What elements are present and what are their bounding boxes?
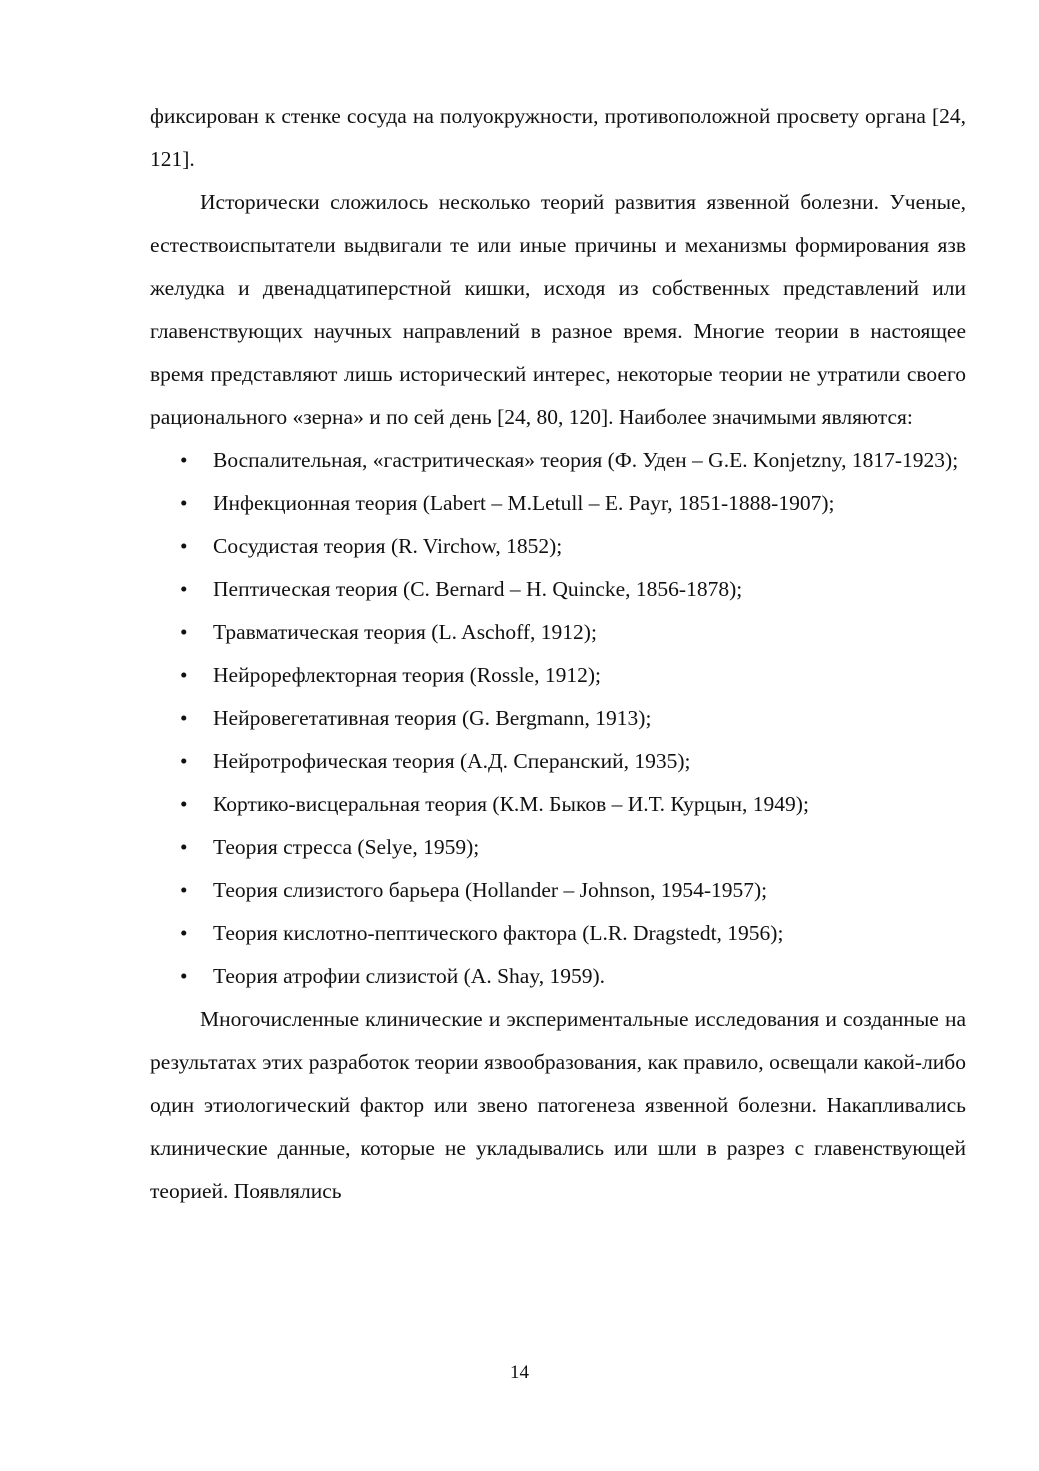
list-item-text: Воспалительная, «гастритическая» теория (Ф. Уден – G.E. Konjetzny, 1817-1923); — [213, 448, 959, 472]
list-item — [150, 439, 966, 482]
list-item-text: Кортико-висцеральная теория (К.М. Быков – И.Т. Курцын, 1949); — [213, 792, 809, 816]
page-body — [150, 95, 966, 1213]
bullet-icon: • — [180, 448, 188, 472]
bullet-icon: • — [180, 706, 188, 730]
list-item-text: Пептическая теория (C. Bernard – H. Quincke, 1856-1878); — [213, 577, 743, 601]
list-item — [150, 740, 966, 783]
bullet-icon: • — [180, 577, 188, 601]
list-item-text: Теория кислотно-пептического фактора (L.R. Dragstedt, 1956); — [213, 921, 784, 945]
bullet-icon: • — [180, 835, 188, 859]
bullet-icon: • — [180, 491, 188, 515]
list-item-text: Травматическая теория (L. Aschoff, 1912); — [213, 620, 597, 644]
list-item-text: Теория стресса (Selye, 1959); — [213, 835, 480, 859]
list-item — [150, 654, 966, 697]
bullet-icon: • — [180, 620, 188, 644]
list-item — [150, 525, 966, 568]
theories-list — [150, 439, 966, 998]
list-item-text: Инфекционная теория (Labert – M.Letull – E. Payr, 1851-1888-1907); — [213, 491, 835, 515]
list-item-text: Теория атрофии слизистой (A. Shay, 1959). — [213, 964, 605, 988]
paragraph-theories-intro: Исторически сложилось несколько теорий развития язвенной болезни. Ученые, естествоиспытатели выдвигали те или иные причины и механизмы формирования язв желудка и двенадцатиперстной кишки, исходя из собственных представлений или главенствующих научных направлений в разное время. Многие теории в настоящее время представляют лишь исторический интерес, некоторые теории не утратили своего рационального «зерна» и по сей день [24, 80, 120]. Наиболее значимыми являются: — [150, 190, 966, 429]
list-item — [150, 568, 966, 611]
bullet-icon: • — [180, 663, 188, 687]
bullet-icon: • — [180, 921, 188, 945]
bullet-icon: • — [180, 878, 188, 902]
list-item — [150, 826, 966, 869]
paragraph-research-summary: Многочисленные клинические и экспериментальные исследования и созданные на результатах этих разработок теории язвообразования, как правило, освещали какой-либо один этиологический фактор или звено патогенеза язвенной болезни. Накапливались клинические данные, которые не укладывались или шли в разрез с главенствующей теорией. Появлялись — [150, 1007, 966, 1203]
list-item — [150, 482, 966, 525]
paragraph-continuation: фиксирован к стенке сосуда на полуокружности, противоположной просвету органа [24, 121]. — [150, 104, 966, 171]
bullet-icon: • — [180, 749, 188, 773]
list-item — [150, 912, 966, 955]
bullet-icon: • — [180, 534, 188, 558]
list-item — [150, 611, 966, 654]
bullet-icon: • — [180, 792, 188, 816]
list-item — [150, 869, 966, 912]
bullet-icon: • — [180, 964, 188, 988]
list-item — [150, 955, 966, 998]
list-item-text: Сосудистая теория (R. Virchow, 1852); — [213, 534, 563, 558]
list-item — [150, 697, 966, 740]
list-item — [150, 783, 966, 826]
list-item-text: Нейровегетативная теория (G. Bergmann, 1913); — [213, 706, 652, 730]
page-number: 14 — [510, 1362, 529, 1383]
list-item-text: Нейрорефлекторная теория (Rossle, 1912); — [213, 663, 601, 687]
list-item-text: Нейротрофическая теория (А.Д. Сперанский, 1935); — [213, 749, 691, 773]
list-item-text: Теория слизистого барьера (Hollander – Johnson, 1954-1957); — [213, 878, 768, 902]
